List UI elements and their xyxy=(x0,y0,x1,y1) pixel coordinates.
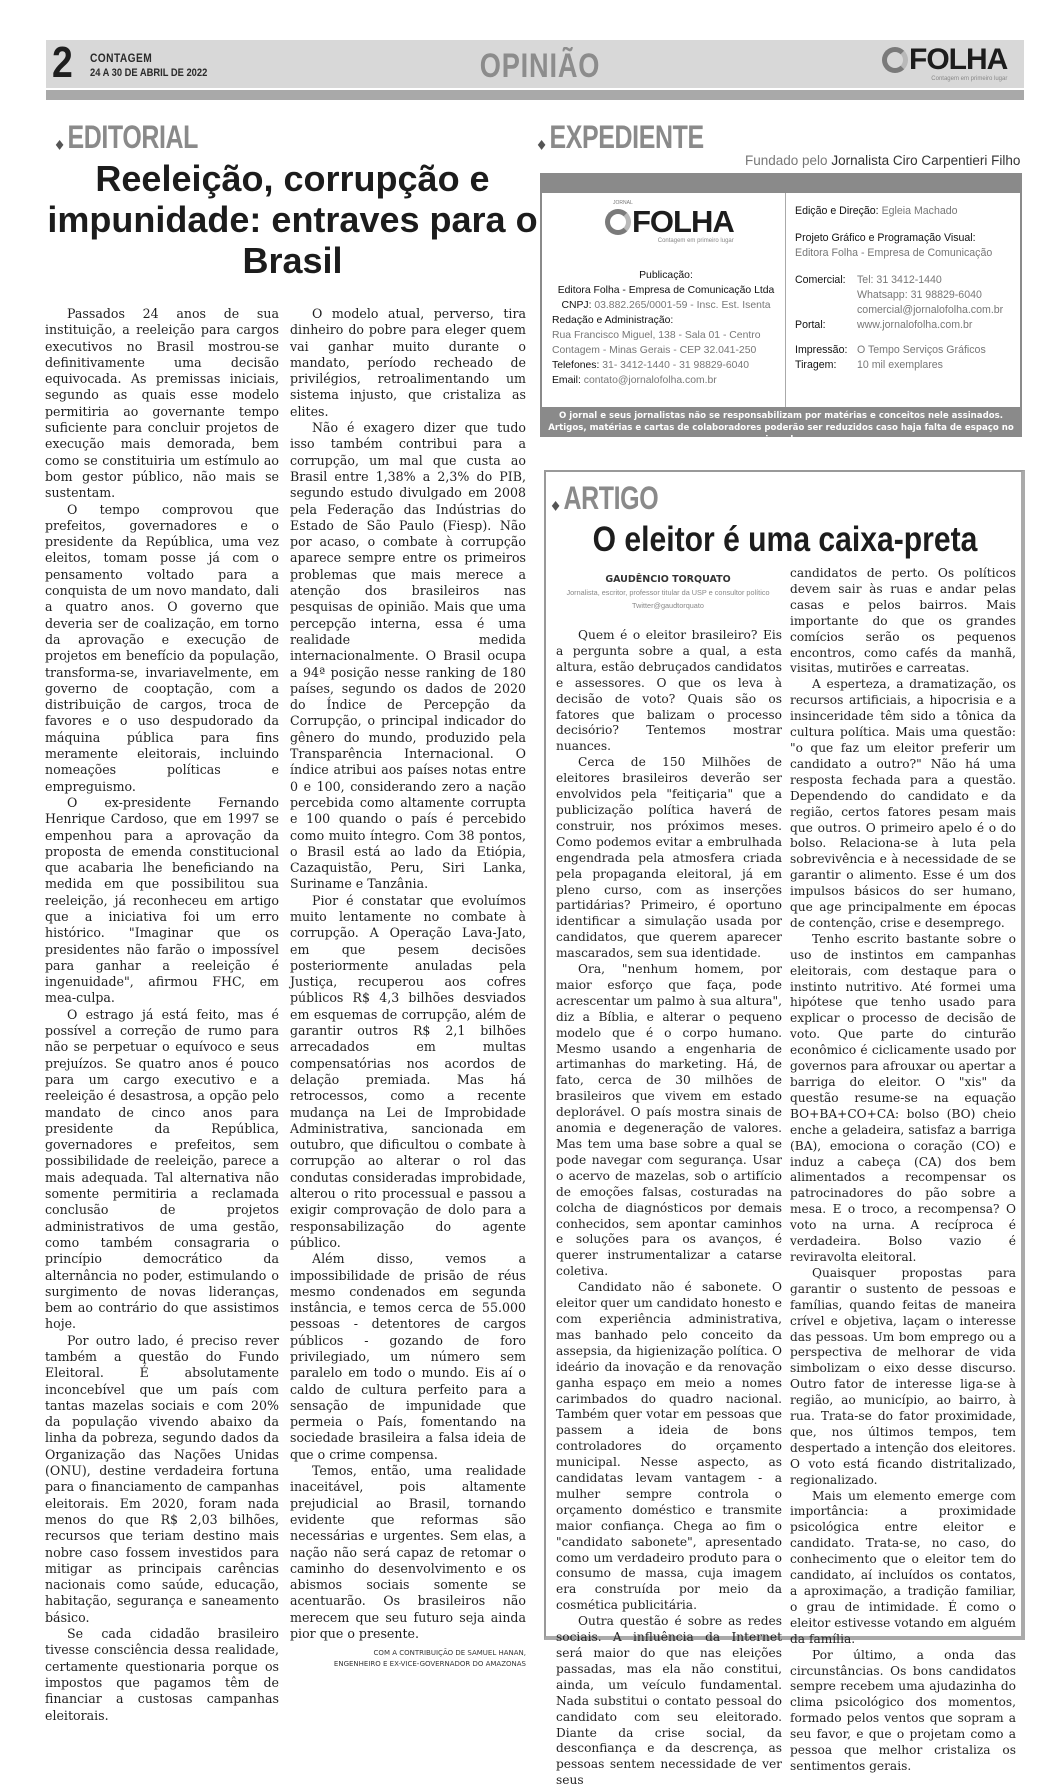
logo-small-text: JORNAL xyxy=(613,200,633,206)
tiragem-label: Tiragem: xyxy=(795,359,837,371)
portal-label: Portal: xyxy=(795,319,826,331)
artigo-column-1 xyxy=(556,628,782,1789)
author-name: GAUDÊNCIO TORQUATO xyxy=(605,574,731,585)
masthead-underline xyxy=(46,90,1024,100)
author-role: Jornalista, escritor, professor titular da USP e consultor político xyxy=(566,588,770,597)
paragraph: Passados 24 anos de sua instituição, a reeleição para cargos executivos no Brasil mostrou-se definitivamente uma decisão equivocada. As premissas iniciais, segundo as quais esse modelo permitiria ao governante tempo suficiente para concluir projetos de execução mais demorada, bem como se constituiria um estímulo ao bom gestor público, não mais se sustentam. xyxy=(45,306,279,501)
kicker-label: EXPEDIENTE xyxy=(549,119,704,155)
paragraph-continuation: candidatos de perto. Os políticos devem sair às ruas e andar pelas casas e pelos bairros. Mais importante do que os grandes comícios serão os pequenos encontros, como cafés da manhã, visitas, mutirões e carreatas. xyxy=(790,566,1016,676)
email-label: Email: xyxy=(552,375,581,386)
city-label: CONTAGEM xyxy=(90,51,153,65)
portal-link[interactable]: www.jornalofolha.com.br xyxy=(857,319,973,331)
expediente-divider xyxy=(785,193,786,407)
publicacao-value: Editora Folha - Empresa de Comunicação Ltda xyxy=(557,285,775,296)
projeto-value: Editora Folha - Empresa de Comunicação xyxy=(795,247,993,259)
impressao-value: O Tempo Serviços Gráficos xyxy=(857,344,986,356)
paragraph: O ex-presidente Fernando Henrique Cardoso, que em 1997 se empenhou para a aprovação da proposta de emenda constitucional que acabaria lhe beneficiando na medida em que possibilitou sua reeleição, já reconheceu em artigo que a iniciativa foi um erro histórico. "Imaginar que os presidentes não farão o impossível para ganhar a reeleição é ingenuidade", afirmou FHC, em mea-culpa. xyxy=(45,794,279,1006)
diamond-bullet-icon: ◆ xyxy=(56,137,63,151)
expediente-top-bar xyxy=(540,173,1022,193)
paragraph: Quaisquer propostas para garantir o sustento de pessoas e famílias, quando feitas de maneira crível e objetiva, laçam o interesse das pessoas. Um bom emprego ou a perspectiva de melhorar de vida simbolizam o eixo desse discurso. Outro fator de interesse liga-se à região, ao município, ao bairro, à rua. Trata-se do fator proximidade, que, nos últimos tempos, tem despertado a intenção dos eleitores. O voto está ficando distritalizado, regionalizado. xyxy=(790,1265,1016,1487)
newspaper-logo xyxy=(882,44,1007,83)
paragraph: Além disso, vemos a impossibilidade de prisão de réus mesmo condenados em segunda instância, e temos cerca de 55.000 pessoas - detentores de cargos públicos - gozando de foro privilegiado, um número sem paralelo em todo o mundo. Eis aí o caldo de cultura perfeito para a sensação de impunidade que permeia o País, fomentando na sociedade brasileira a falsa ideia de que o crime compensa. xyxy=(290,1251,526,1462)
expediente-logo xyxy=(605,200,734,245)
artigo-title: O eleitor é uma caixa-preta xyxy=(592,520,978,559)
expediente-disclaimer: O jornal e seus jornalistas não se responsabilizam por matérias e conceitos nele assinados. Artigos, matérias e cartas de colaboradores poderão ser reduzidos caso haja falta de espaço no jornal. xyxy=(540,407,1022,437)
logo-text: FOLHA xyxy=(632,204,734,239)
editorial-column-2 xyxy=(290,306,526,1670)
logo-ring-icon xyxy=(605,209,631,235)
paragraph: Temos, então, uma realidade inaceitável, pois altamente prejudicial ao Brasil, tornando evidente que reformas são necessárias e urgentes. Sem elas, a nação não será capaz de retomar o caminho do desenvolvimento e os abismos sociais somente se acentuarão. Os brasileiros não merecem que seu futuro seja ainda pior que o presente. xyxy=(290,1463,526,1642)
paragraph: A esperteza, a dramatização, os recursos artificiais, a hipocrisia e a insinceridade têm sido a tônica da cultura política. Mais uma questão: "o que faz um eleitor preferir um candidato a outro?" Não há uma resposta fechada para a questão. Dependendo do candidato e da região, certos fatores pesam mais que outros. O primeiro apelo é o do bolso. Relaciona-se à luta pela sobrevivência e à necessidade de se garantir o alimento. Esse é um dos impulsos básicos do ser humano, que age principalmente em épocas de contenção, crise e desemprego. xyxy=(790,677,1016,930)
page-number: 2 xyxy=(52,38,73,87)
diamond-bullet-icon: ◆ xyxy=(538,137,545,151)
paragraph: O tempo comprovou que prefeitos, governadores e o presidente da República, uma vez eleitos, tomam posse já com o pensamento voltado para a conquista de um novo mandato, dali a quatro anos. O governo que deveria ser de coalização, em torno da aprovação e execução de projetos em benefício da população, transforma-se, invariavelmente, em governo de cooptação, com a distribuição de cargos, troca de favores e o uso despudorado da máquina pública para fins meramente eleitorais, incluindo nomeações políticas e empreguismo. xyxy=(45,501,279,794)
artigo-kicker xyxy=(552,480,658,523)
email-link[interactable]: contato@jornalofolha.com.br xyxy=(583,375,717,386)
comercial-label: Comercial: xyxy=(795,274,846,286)
founded-prefix: Fundado pelo xyxy=(745,153,828,168)
kicker-label: ARTIGO xyxy=(563,480,659,516)
edicao-value: Egleia Machado xyxy=(881,205,958,217)
paragraph: Pior é constatar que evoluímos muito lentamente no combate à corrupção. A Operação Lava-Jato, em que pesem decisões posteriormente anuladas pela Justiça, recuperou aos cofres públicos R$ 4,3 bilhões desviados em esquemas de corrupção, além de garantir outros R$ 2,1 bilhões arrecadados em multas compensatórias nos acordos de delação premiada. Mas há retrocessos, como a recente mudança na Lei de Improbidade Administrativa, sancionada em outubro, que dificultou o combate à corrupção ao alterar o rol das condutas consideradas improbidade, alterou o rito processual e passou a exigir comprovação de dolo para a responsabilização do agente público. xyxy=(290,892,526,1250)
expediente-publisher-info xyxy=(552,268,780,388)
edition-date: 24 A 30 DE ABRIL DE 2022 xyxy=(90,67,208,79)
paragraph: Por último, a onda das circunstâncias. Os bons candidatos sempre recebem uma ajudazinha do clima psicológico dos momentos, formado pelos ventos que sopram a seu favor, e que o projetam como a pessoa que melhor cristaliza os sentimentos gerais. xyxy=(790,1647,1016,1773)
editorial-column-1 xyxy=(45,306,279,1724)
telefones-value: 31- 3412-1440 - 31 98829-6040 xyxy=(602,360,750,371)
author-block xyxy=(553,573,783,612)
impressao-label: Impressão: xyxy=(795,344,848,356)
paragraph: Por outro lado, é preciso rever também a questão do Fundo Eleitoral. É absolutamente inconcebível que um país com tantas mazelas sociais e com 20% da população vivendo abaixo da linha da pobreza, segundo dados da Organização das Nações Unidas (ONU), destine verdadeira fortuna para o financiamento de campanhas eleitorais. Em 2020, foram nada menos do que R$ 2,03 bilhões, recursos que teriam destino mais nobre caso fossem investidos para mitigar as principais carências nacionais como saúde, educação, habitação, segurança e saneamento básico. xyxy=(45,1332,279,1625)
editorial-kicker xyxy=(56,119,198,162)
expediente-kicker xyxy=(538,119,704,162)
telefones-label: Telefones: xyxy=(552,360,600,371)
paragraph: Se cada cidadão brasileiro tivesse consciência dessa realidade, certamente questionaria porque os impostos que pagamos têm de financiar a custosas campanhas eleitorais. xyxy=(45,1626,279,1723)
paragraph: O estrago já está feito, mas é possível a correção de rumo para não se perpetuar o equívoco e seus prejuízos. Se quatro anos é pouco para um cargo executivo e a reeleição é desastrosa, a opção pelo mandato de cinco anos para presidente da República, governadores e prefeitos, sem possibilidade de reeleição, parece a mais adequada. Tal alternativa não somente permitiria a reclamada conclusão de projetos administrativos de uma gestão, como também consagraria o princípio democrático da alternância no poder, estimulando o surgimento de novas lideranças, bem ao contrário do que assistimos hoje. xyxy=(45,1006,279,1332)
paragraph: Candidato não é sabonete. O eleitor quer um candidato honesto e com experiência administrativa, mas banhado pelo conceito da assepsia, da higienização política. O ideário da inovação e da renovação ganha espaço em meio a nomes carimbados do quadro nacional. Também quer votar em pessoas que passem a ideia de bons controladores do orçamento municipal. Nesse aspecto, as candidatas levam vantagem - a mulher sempre controla o orçamento doméstico e transmite maior confiança. Chega ao fim o "candidato sabonete", apresentado como um verdadeiro produto para o consumo de massa, cuja imagem era construída por meio da cosmética publicitária. xyxy=(556,1280,782,1613)
founded-by xyxy=(745,153,1020,169)
diamond-bullet-icon: ◆ xyxy=(552,498,559,512)
author-twitter[interactable]: Twitter@gaudtorquato xyxy=(632,601,704,610)
paragraph: Outra questão é sobre as redes sociais. A influência da Internet será maior do que nas eleições passadas, mas ela não constitui, ainda, um veículo fundamental. Nada substitui o contato pessoal do candidato com seu eleitorado. Diante da crise social, da desconfiança e da descrença, as pessoas sentem necessidade de ver seus xyxy=(556,1614,782,1788)
comercial-email-link[interactable]: comercial@jornalofolha.com.br xyxy=(857,304,1004,316)
kicker-label: EDITORIAL xyxy=(67,119,199,155)
comercial-tel: Tel: 31 3412-1440 xyxy=(857,274,942,286)
redacao-label: Redação e Administração: xyxy=(552,315,674,326)
logo-ring-icon xyxy=(882,47,908,73)
cnpj-value: 03.882.265/0001-59 - Insc. Est. Isenta xyxy=(594,300,771,311)
paragraph: Tenho escrito bastante sobre o uso de instintos em campanhas eleitorais, com destaque para o instinto nutritivo. Até formei uma hipótese que tenho usado para explicar o processo de decisão de voto. Que parte do cinturão econômico é ciclicamente usado por governos para afrouxar ou apertar a barriga do eleitor. O "xis" da questão resume-se na equação BO+BA+CO+CA: bolso (BO) cheio enche a geladeira, satisfaz a barriga (BA), emociona o coração (CO) e induz a cabeça (CA) dos bem alimentados a recompensar os patrocinadores do pão sobre a mesa. E o troco, a recompensa? O voto na urna. A recíproca é verdadeira. Bolso vazio é reviravolta eleitoral. xyxy=(790,931,1016,1264)
comercial-whatsapp: Whatsapp: 31 98829-6040 xyxy=(857,289,982,301)
section-title: OPINIÃO xyxy=(479,47,601,85)
cnpj-label: CNPJ: xyxy=(561,300,592,311)
expediente-staff-info xyxy=(795,204,1017,373)
paragraph: O modelo atual, perverso, tira dinheiro do pobre para eleger quem vai ganhar muito durante o mandato, período recheado de privilégios, retroalimentando um sistema injusto, que cristaliza as elites. xyxy=(290,306,526,419)
editorial-credit xyxy=(290,1648,526,1670)
editorial-headline: Reeleição, corrupção e impunidade: entraves para o Brasil xyxy=(47,158,538,281)
paragraph: Quem é o eleitor brasileiro? Eis a pergunta sobre a qual, a esta altura, estão debruçados candidatos e assessores. O que os leva à decisão de voto? Quais são os fatores que balizam o processo decisório? Tentemos mostrar nuances. xyxy=(556,628,782,754)
address-line: Contagem - Minas Gerais - CEP 32.041-250 xyxy=(552,345,757,356)
logo-text: FOLHA xyxy=(909,43,1008,76)
address-line: Rua Francisco Miguel, 138 - Sala 01 - Centro xyxy=(552,330,761,341)
founder-name: Jornalista Ciro Carpentieri Filho xyxy=(831,153,1021,168)
artigo-column-2 xyxy=(790,566,1016,1775)
publicacao-label: Publicação: xyxy=(639,270,693,281)
paragraph: Cerca de 150 Milhões de eleitores brasileiros deverão ser envolvidos pela "feitiçaria" que a publicização política haverá de construir, nos próximos meses. Como podemos evitar a embrulhada engendrada pela atmosfera criada pela propaganda eleitoral, já em pleno curso, com as inserções partidárias? Primeiro, é oportuno identificar a simulação usada por candidatos, que querem aparecer mascarados, sem sua identidade. xyxy=(556,755,782,961)
logo-tagline: Contagem em primeiro lugar xyxy=(931,76,1008,82)
edicao-label: Edição e Direção: xyxy=(795,205,879,217)
paragraph: Ora, "nenhum homem, por maior esforço que faça, pode acrescentar um palmo à sua altura", diz a Bíblia, e alterar o pequeno modelo que é o corpo humano. Mesmo usando a engenharia de artimanhas do marketing. Há, de fato, cerca de 30 milhões de brasileiros que vivem em estado deplorável. O país mostra sinais de anomia e degeneração de valores. Mas tem uma base sobre a qual se pode navegar com segurança. Usar o acervo de mazelas, sob o artifício de emoções falsas, costuradas na colcha de diagnósticos por demais conhecidos, sem apontar caminhos e soluções para os avanços, é querer instrumentalizar a catarse coletiva. xyxy=(556,962,782,1279)
credit-line: COM A CONTRIBUIÇÃO DE SAMUEL HANAN, xyxy=(373,1649,526,1658)
paragraph: Mais um elemento emerge com importância: a proximidade psicológica entre eleitor e candidato. Trata-se, no caso, do conhecimento que o eleitor tem do candidato, aí incluídos os contatos, a aproximação, a tradição familiar, o grau de intimidade. É como o eleitor estivesse votando em alguém da família. xyxy=(790,1488,1016,1646)
paragraph: Não é exagero dizer que tudo isso também contribui para a corrupção, um mal que custa ao Brasil entre 1,38% a 2,3% do PIB, segundo estudo divulgado em 2008 pela Federação das Indústrias do Estado de São Paulo (Fiesp). Não por acaso, o combate à corrupção aparece sempre entre os primeiros problemas que mais merece a atenção dos brasileiros nas pesquisas de opinião. Mais que uma percepção interna, essa é uma realidade medida internacionalmente. O Brasil ocupa a 94ª posição nesse ranking de 180 países, segundo os dados de 2020 do Índice de Percepção da Corrupção, o principal indicador do gênero do mundo, produzido pela Transparência Internacional. O índice atribui aos países notas entre 0 e 100, considerando zero a nação percebida como altamente corrupta e 100 quando o país é percebido como muito íntegro. Com 38 pontos, o Brasil está ao lado da Etiópia, Cazaquistão, Peru, Siri Lanka, Suriname e Tanzânia. xyxy=(290,420,526,892)
credit-line: ENGENHEIRO E EX-VICE-GOVERNADOR DO AMAZONAS xyxy=(333,1660,526,1669)
logo-tagline: Contagem em primeiro lugar xyxy=(657,238,734,244)
tiragem-value: 10 mil exemplares xyxy=(857,359,943,371)
projeto-label: Projeto Gráfico e Programação Visual: xyxy=(795,232,976,244)
